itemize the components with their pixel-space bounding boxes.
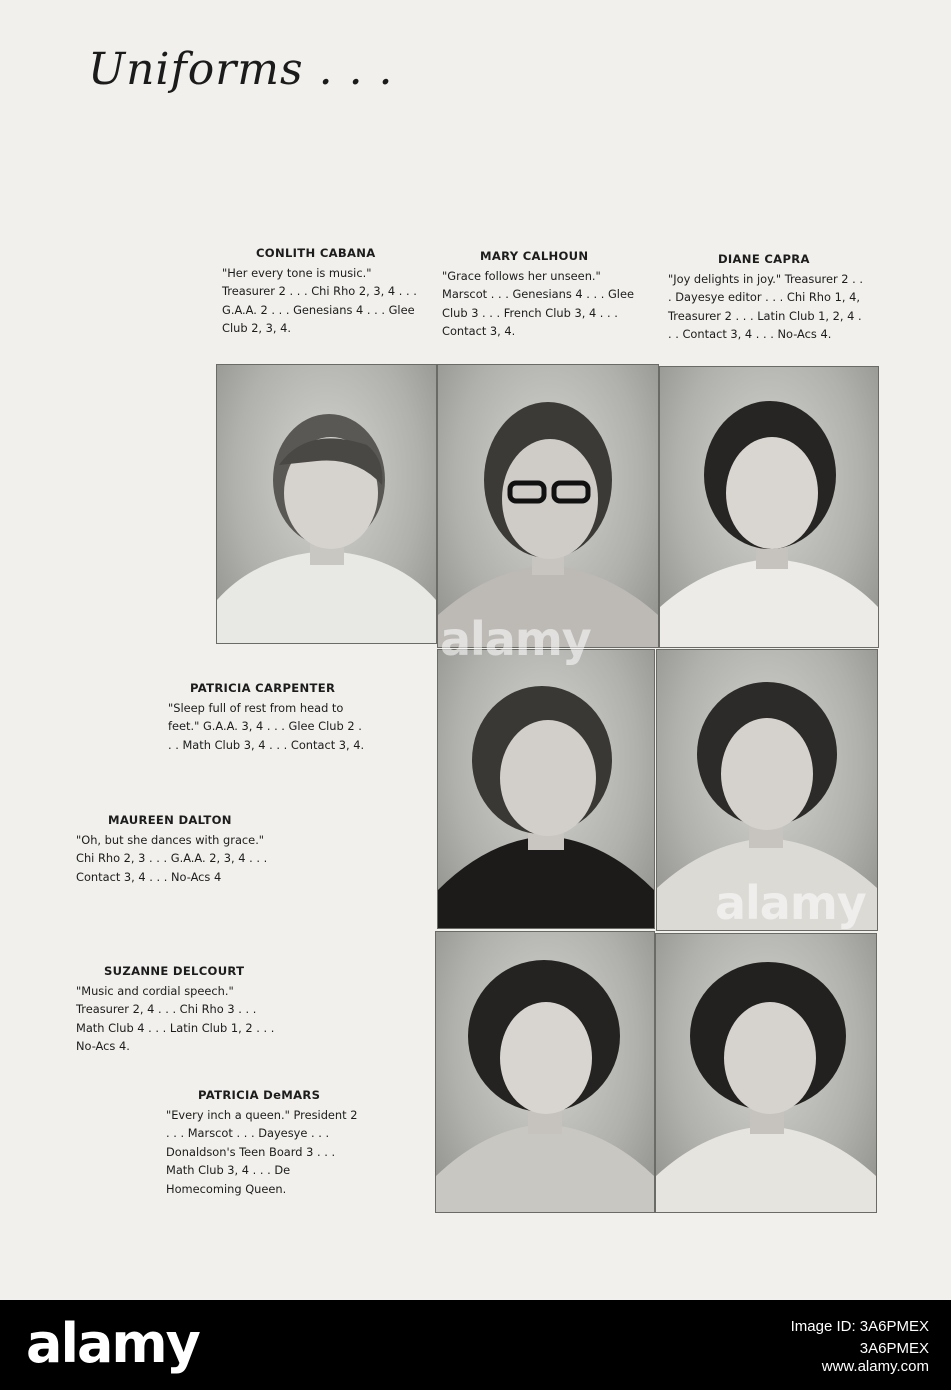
bio-cabana — [222, 244, 422, 338]
student-bio: "Joy delights in joy." Treasurer 2 . . . Dayesye editor . . . Chi Rho 1, 4, Treasurer 2 . . . Latin Club 1, 2, 4 . . . Contact 3, 4 . . . No-Acs 4. — [668, 271, 864, 342]
student-bio: "Grace follows her unseen." Marscot . . . Genesians 4 . . . Glee Club 3 . . . French Club 3, 4 . . . Contact 3, 4. — [442, 268, 634, 339]
portrait-photo-capra — [659, 366, 879, 648]
footer-image-id — [791, 1316, 929, 1360]
footer-logo: alamy — [26, 1312, 199, 1375]
student-name: DIANE CAPRA — [718, 252, 810, 266]
portrait-silhouette — [656, 934, 876, 1212]
bio-demars — [166, 1086, 364, 1199]
student-name: PATRICIA CARPENTER — [190, 681, 336, 695]
student-bio: "Every inch a queen." President 2 . . . Marscot . . . Dayesye . . . Donaldson's Teen Board 3 . . . Math Club 3, 4 . . . De Homecoming Queen. — [166, 1107, 358, 1196]
portrait-photo-calhoun — [437, 364, 659, 648]
portrait-silhouette — [438, 650, 654, 928]
bio-carpenter — [168, 679, 368, 754]
student-bio: "Her every tone is music." Treasurer 2 . . . Chi Rho 2, 3, 4 . . . G.A.A. 2 . . . Genesians 4 . . . Glee Club 2, 3, 4. — [222, 265, 417, 336]
student-name: MARY CALHOUN — [480, 249, 589, 263]
student-name: MAUREEN DALTON — [108, 813, 232, 827]
portrait-photo-demars — [655, 933, 877, 1213]
footer-url[interactable]: www.alamy.com — [821, 1358, 929, 1375]
student-name: PATRICIA DeMARS — [198, 1088, 321, 1102]
student-bio: "Sleep full of rest from head to feet." G.A.A. 3, 4 . . . Glee Club 2 . . . Math Club 3, 4 . . . Contact 3, 4. — [168, 700, 365, 752]
page-heading: Uniforms . . . — [88, 44, 394, 95]
student-bio: "Oh, but she dances with grace." Chi Rho 2, 3 . . . G.A.A. 2, 3, 4 . . . Contact 3, 4 . . . No-Acs 4 — [76, 832, 268, 884]
portrait-silhouette — [436, 932, 654, 1212]
student-bio: "Music and cordial speech." Treasurer 2, 4 . . . Chi Rho 3 . . . Math Club 4 . . . Latin Club 1, 2 . . . No-Acs 4. — [76, 983, 275, 1054]
student-name: CONLITH CABANA — [256, 246, 376, 260]
student-name: SUZANNE DELCOURT — [104, 964, 245, 978]
bio-capra — [668, 250, 868, 344]
image-id-label: Image ID: 3A6PMEX — [790, 1318, 929, 1335]
bio-calhoun — [442, 247, 642, 341]
image-id-value: 3A6PMEX — [859, 1340, 929, 1357]
watermark-text: alamy — [440, 612, 591, 666]
bio-delcourt — [76, 962, 276, 1056]
portrait-photo-delcourt — [435, 931, 655, 1213]
portrait-photo-carpenter — [437, 649, 655, 929]
portrait-silhouette — [660, 367, 878, 647]
portrait-photo-cabana — [216, 364, 437, 644]
watermark-text: alamy — [715, 876, 866, 930]
portrait-silhouette — [217, 365, 436, 643]
bio-dalton — [76, 811, 276, 886]
portrait-silhouette — [438, 365, 658, 647]
